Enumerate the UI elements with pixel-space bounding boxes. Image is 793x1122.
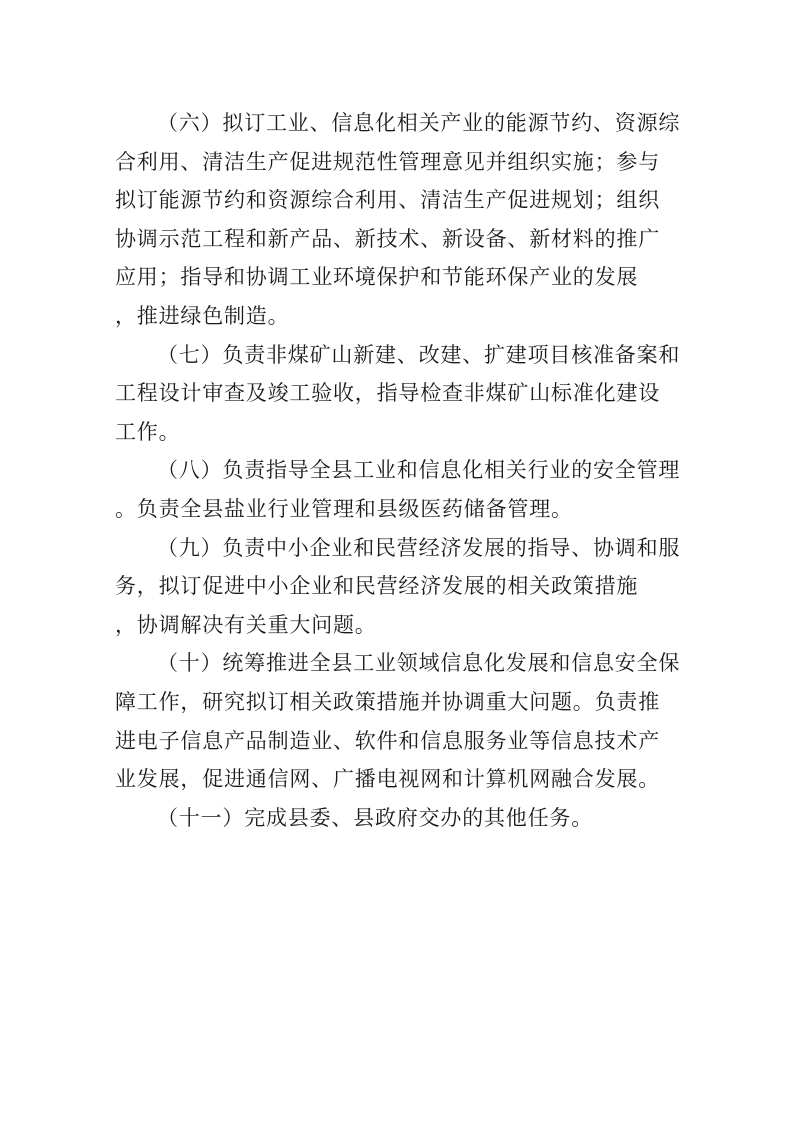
paragraph-line: （七）负责非煤矿山新建、改建、扩建项目核准备案和 — [157, 342, 681, 367]
paragraph-line: 进电子信息产品制造业、软件和信息服务业等信息技术产 — [115, 728, 660, 753]
paragraph-line: 。负责全县盐业行业管理和县级医药储备管理。 — [115, 496, 573, 521]
paragraph-line: （九）负责中小企业和民营经济发展的指导、协调和服 — [157, 535, 681, 560]
paragraph-item-11 — [115, 799, 685, 838]
paragraph-line: 协调示范工程和新产品、新技术、新设备、新材料的推广 — [115, 226, 660, 251]
paragraph-line: ，协调解决有关重大问题。 — [115, 612, 377, 637]
paragraph-line: 障工作，研究拟订相关政策措施并协调重大问题。负责推 — [115, 689, 660, 714]
paragraph-line: （十一）完成县委、县政府交办的其他任务。 — [157, 805, 593, 830]
paragraph-line: 工作。 — [115, 419, 181, 444]
paragraph-line: 务，拟订促进中小企业和民营经济发展的相关政策措施 — [115, 574, 639, 599]
paragraph-line: （十）统筹推进全县工业领域信息化发展和信息安全保 — [157, 651, 681, 676]
paragraph-line: （六）拟订工业、信息化相关产业的能源节约、资源综 — [157, 111, 681, 135]
paragraph-line: 合利用、清洁生产促进规范性管理意见并组织实施；参与 — [115, 149, 660, 174]
paragraph-item-9 — [115, 529, 685, 645]
document-body — [115, 104, 685, 837]
paragraph-line: ，推进绿色制造。 — [115, 303, 290, 328]
paragraph-line: 工程设计审查及竣工验收，指导检查非煤矿山标准化建设 — [115, 381, 660, 406]
paragraph-item-8 — [115, 451, 685, 528]
paragraph-item-7 — [115, 336, 685, 452]
paragraph-item-6 — [115, 104, 685, 336]
paragraph-line: 拟订能源节约和资源综合利用、清洁生产促进规划；组织 — [115, 188, 660, 213]
paragraph-line: 业发展，促进通信网、广播电视网和计算机网融合发展。 — [115, 767, 660, 792]
paragraph-line: （八）负责指导全县工业和信息化相关行业的安全管理 — [157, 458, 681, 483]
paragraph-line: 应用；指导和协调工业环境保护和节能环保产业的发展 — [115, 265, 639, 290]
paragraph-item-10 — [115, 644, 685, 798]
